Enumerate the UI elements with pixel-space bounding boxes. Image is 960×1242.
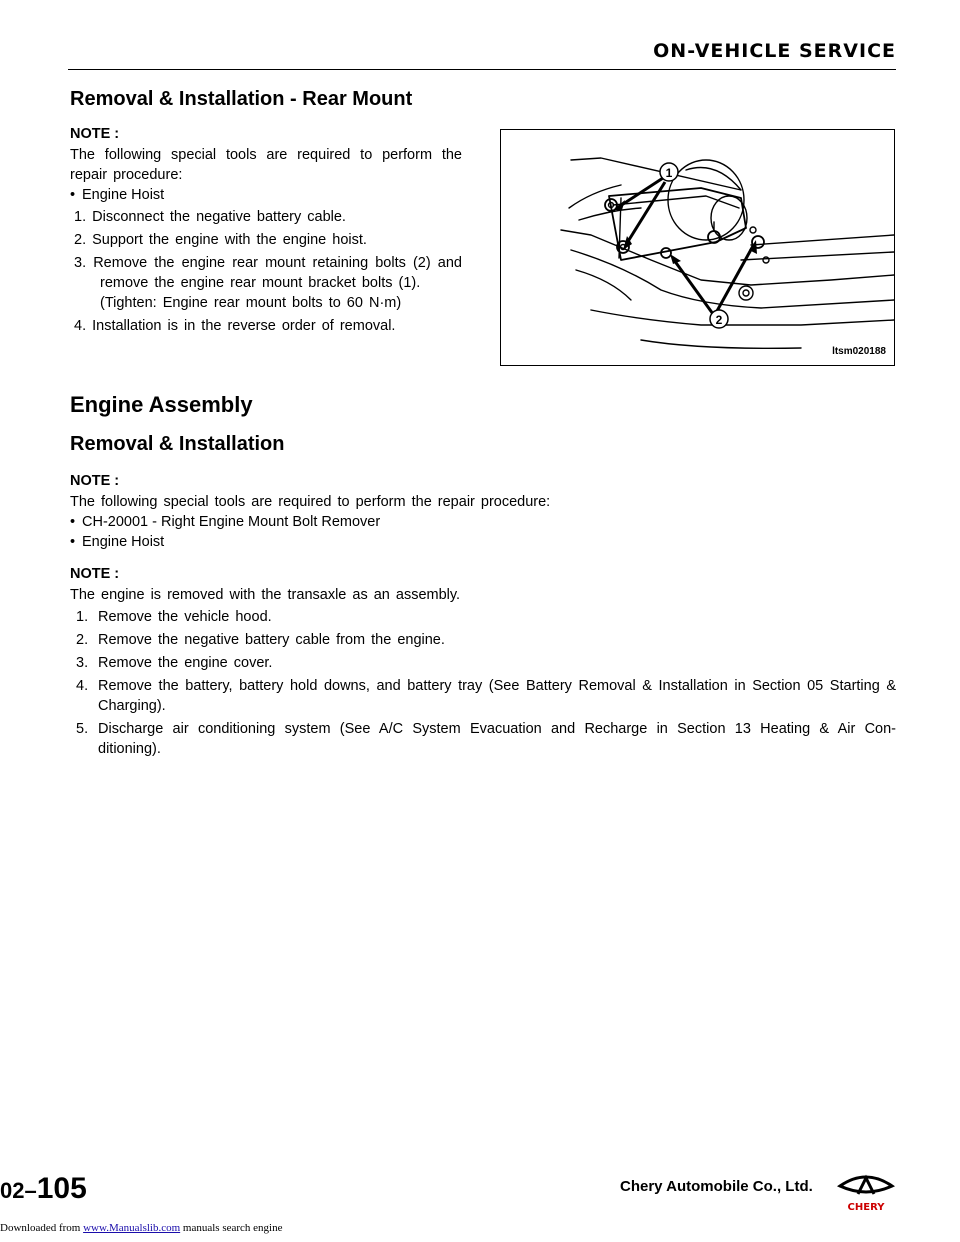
- page-number: [0, 1172, 87, 1206]
- figure-id: ltsm020188: [832, 346, 886, 357]
- list-item: [70, 532, 896, 552]
- list-item: [70, 512, 896, 532]
- step-number: 4.: [76, 678, 89, 694]
- company-name: Chery Automobile Co., Ltd.: [620, 1178, 813, 1195]
- step-item: 3. Remove the engine rear mount retaining bolts (2) and remove the engine rear mount bracket bolts (1).: [74, 255, 462, 291]
- step-number: 5.: [76, 721, 89, 737]
- engine-assembly-procedure: [70, 473, 896, 759]
- step-text: Remove the battery, battery hold downs, and battery tray (See Battery Removal & Installation in Section 05 Starting & Charging).: [98, 678, 896, 714]
- download-suffix: manuals search engine: [182, 1222, 283, 1234]
- step-item: 2. Support the engine with the engine hoist.: [74, 232, 367, 248]
- step-item: [70, 653, 896, 673]
- step-item: [70, 630, 896, 650]
- step-text: Remove the engine cover.: [98, 655, 273, 671]
- step-text: Remove the negative battery cable from the engine.: [98, 632, 445, 648]
- bullet-text: Engine Hoist: [82, 187, 165, 203]
- note-label: NOTE :: [70, 126, 120, 142]
- note-label: NOTE :: [70, 473, 120, 489]
- note-text: The following special tools are required to perform the repair procedure:: [70, 147, 462, 183]
- step-item: [70, 676, 896, 716]
- section-heading-rear-mount: Removal & Installation - Rear Mount: [70, 88, 413, 110]
- bullet-icon: •: [70, 534, 76, 550]
- engine-mount-drawing: [501, 130, 894, 365]
- callout-1: 1: [665, 166, 673, 180]
- bullet-icon: •: [70, 187, 76, 203]
- manualslib-link[interactable]: www.Manualslib.com: [83, 1222, 181, 1234]
- chery-logo: [836, 1168, 896, 1212]
- section-heading-engine-assembly: Engine Assembly: [70, 392, 253, 417]
- header-divider: [68, 69, 896, 70]
- note-label: NOTE :: [70, 566, 120, 582]
- step-item: [70, 719, 896, 759]
- section-number: 02–: [0, 1178, 37, 1203]
- step-item: [70, 607, 896, 627]
- note-text: The following special tools are required to perform the repair procedure:: [70, 494, 551, 510]
- rear-mount-illustration: [500, 129, 895, 366]
- list-item: [70, 185, 462, 205]
- bullet-icon: •: [70, 514, 76, 530]
- step-item: 4. Installation is in the reverse order of removal.: [74, 318, 396, 334]
- step-number: 1.: [76, 609, 89, 625]
- bullet-text: CH-20001 - Right Engine Mount Bolt Remover: [82, 514, 381, 530]
- step-torque-spec: (Tighten: Engine rear mount bolts to 60 N·m): [100, 295, 402, 311]
- logo-wordmark: CHERY: [847, 1202, 885, 1212]
- chery-logo-icon: [836, 1168, 896, 1212]
- page-number-value: 105: [36, 1172, 87, 1205]
- step-number: 2.: [76, 632, 89, 648]
- step-text: Discharge air conditioning system (See A/C System Evacuation and Recharge in Section 13 Heating & Air Con-ditioning).: [98, 721, 896, 757]
- step-text: Remove the vehicle hood.: [98, 609, 272, 625]
- rear-mount-procedure: [70, 126, 462, 336]
- download-notice: [0, 1222, 282, 1234]
- page-header-title: ON-VEHICLE SERVICE: [653, 40, 896, 62]
- bullet-text: Engine Hoist: [82, 534, 165, 550]
- callout-2: 2: [715, 313, 723, 327]
- step-number: 3.: [76, 655, 89, 671]
- step-item: 1. Disconnect the negative battery cable.: [74, 209, 346, 225]
- subsection-heading: Removal & Installation: [70, 433, 285, 455]
- note-text: The engine is removed with the transaxle as an assembly.: [70, 587, 461, 603]
- download-prefix: Downloaded from: [0, 1222, 81, 1234]
